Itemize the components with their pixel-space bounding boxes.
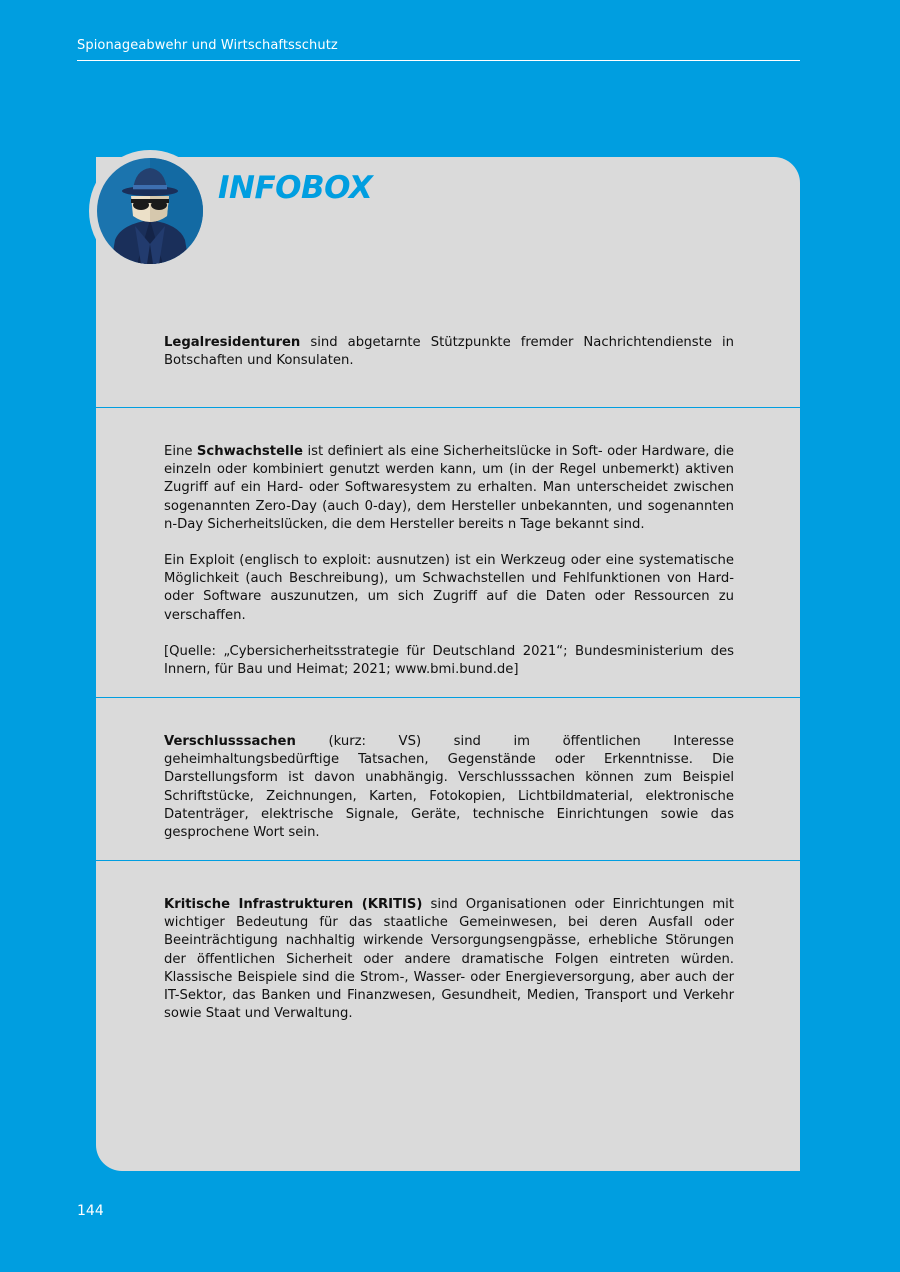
term: Kritische Infrastrukturen (KRITIS) <box>164 897 423 912</box>
term: Schwachstelle <box>196 444 303 459</box>
infobox-section-schwachstelle <box>96 443 800 679</box>
term: Verschlusssachen <box>164 734 296 749</box>
source-citation: [Quelle: „Cybersicherheitsstrategie für Deutschland 2021“; Bundesministerium des Innern, für Bau und Heimat; 2021; www.bmi.bund.de] <box>164 643 734 678</box>
section-divider <box>96 697 800 698</box>
paragraph: Eine Schwachstelle ist definiert als eine Sicherheitslücke in Soft- oder Hardware, die einzeln oder kombiniert genutzt werden kann, um (in der Regel unbemerkt) aktiven Zugriff auf ein Hard- oder Softwaresystem zu erhalten. Man unterscheidet zwischen sogenannten Zero-Day (auch 0-day), dem Hersteller unbekannten, und sogenannten n-Day Sicherheitslücken, die dem Hersteller bereits n Tage bekannt sind. <box>164 444 734 532</box>
paragraph: Ein Exploit (englisch to exploit: ausnutzen) ist ein Werkzeug oder eine systematische Möglichkeit (auch Beschreibung), um Schwachstellen und Fehlfunktionen von Hard- oder Software auszunutzen, um sich Zugriff auf die Daten oder Ressourcen zu verschaffen. <box>164 553 734 623</box>
infobox-section-legalresidenturen <box>96 334 800 370</box>
paragraph: Kritische Infrastrukturen (KRITIS) sind Organisationen oder Einrichtungen mit wichtiger Bedeutung für das staatliche Gemeinwesen, bei deren Ausfall oder Beeinträchtigung nachhaltig wirkende Versorgungsengpässe, erhebliche Störungen der öffentlichen Sicherheit oder andere dramatische Folgen eintreten würden. Klassische Beispiele sind die Strom-, Wasser- oder Energieversorgung, aber auch der IT-Sektor, das Banken und Finanzwesen, Gesundheit, Medien, Transport und Verkehr sowie Staat und Verwaltung. <box>164 897 734 1022</box>
spy-icon <box>97 158 203 264</box>
term: Legalresidenturen <box>164 335 301 350</box>
infobox <box>96 157 800 1171</box>
infobox-section-kritis <box>96 896 800 1023</box>
page-number: 144 <box>77 1203 104 1219</box>
section-divider <box>96 407 800 408</box>
infobox-section-verschlusssachen <box>96 733 800 842</box>
paragraph: Legalresidenturen sind abgetarnte Stützpunkte fremder Nachrichtendienste in Botschaften und Konsulaten. <box>164 335 734 369</box>
paragraph: Verschlusssachen (kurz: VS) sind im öffentlichen Interesse geheimhaltungsbedürftige Tatsachen, Gegenstände oder Erkenntnisse. Die Darstellungsform ist davon unabhängig. Verschlusssachen können zum Beispiel Schriftstücke, Zeichnungen, Karten, Fotokopien, Lichtbildmaterial, elektronische Datenträger, elektrische Signale, Geräte, technische Einrichtungen sowie das gesprochene Wort sein. <box>164 734 734 841</box>
spy-avatar <box>89 150 211 272</box>
infobox-title: INFOBOX <box>218 170 373 206</box>
section-divider <box>96 860 800 861</box>
running-head: Spionageabwehr und Wirtschaftsschutz <box>77 38 800 61</box>
